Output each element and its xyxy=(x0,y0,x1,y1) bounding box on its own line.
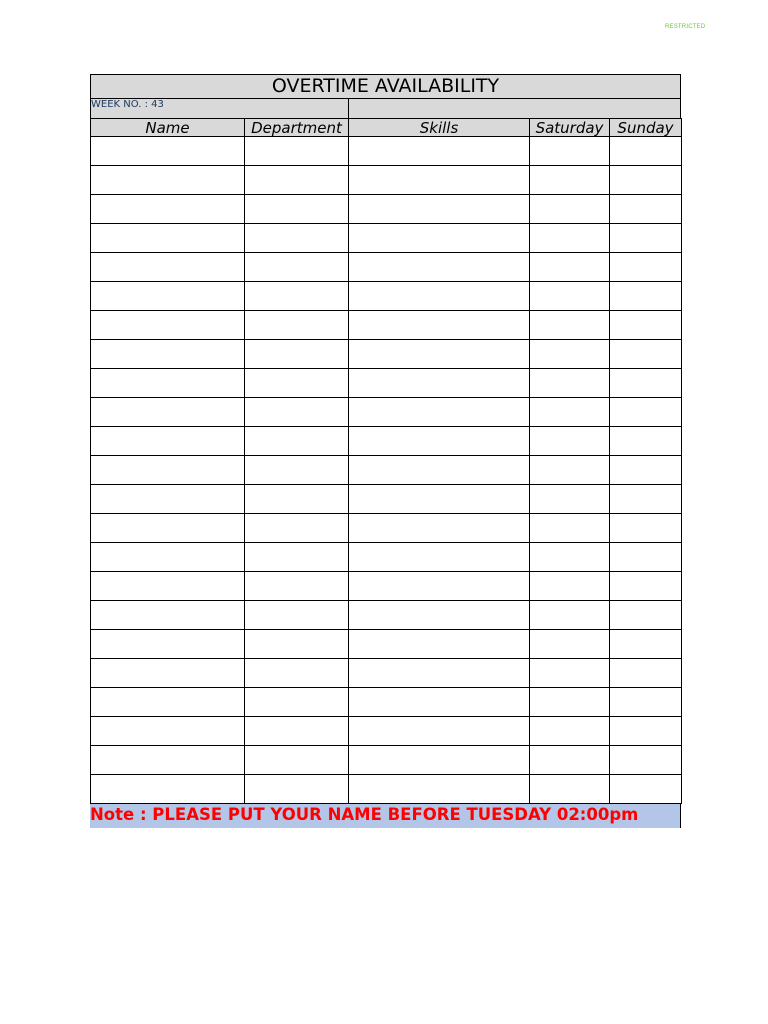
department-cell[interactable] xyxy=(245,572,349,601)
sunday-cell[interactable] xyxy=(610,688,682,717)
name-cell[interactable] xyxy=(91,137,245,166)
name-cell[interactable] xyxy=(91,746,245,775)
name-cell[interactable] xyxy=(91,717,245,746)
name-cell[interactable] xyxy=(91,630,245,659)
table-row xyxy=(91,717,682,746)
column-header-sunday: Sunday xyxy=(610,119,682,137)
skills-cell[interactable] xyxy=(349,746,530,775)
name-cell[interactable] xyxy=(91,253,245,282)
name-cell[interactable] xyxy=(91,340,245,369)
skills-cell[interactable] xyxy=(349,601,530,630)
department-cell[interactable] xyxy=(245,543,349,572)
deadline-note: Note : PLEASE PUT YOUR NAME BEFORE TUESDAY 02:00pm xyxy=(90,804,681,828)
table-row xyxy=(91,282,682,311)
department-cell[interactable] xyxy=(245,369,349,398)
sunday-cell[interactable] xyxy=(610,601,682,630)
table-body xyxy=(91,137,682,804)
department-cell[interactable] xyxy=(245,253,349,282)
department-cell[interactable] xyxy=(245,427,349,456)
name-cell[interactable] xyxy=(91,775,245,804)
skills-cell[interactable] xyxy=(349,485,530,514)
sunday-cell[interactable] xyxy=(610,659,682,688)
name-cell[interactable] xyxy=(91,282,245,311)
sunday-cell[interactable] xyxy=(610,253,682,282)
sunday-cell[interactable] xyxy=(610,630,682,659)
skills-cell[interactable] xyxy=(349,224,530,253)
table-row xyxy=(91,688,682,717)
saturday-cell[interactable] xyxy=(530,717,610,746)
department-cell[interactable] xyxy=(245,195,349,224)
table-row xyxy=(91,166,682,195)
skills-cell[interactable] xyxy=(349,427,530,456)
name-cell[interactable] xyxy=(91,224,245,253)
sunday-cell[interactable] xyxy=(610,340,682,369)
department-cell[interactable] xyxy=(245,688,349,717)
name-cell[interactable] xyxy=(91,311,245,340)
restricted-label: RESTRICTED xyxy=(665,24,706,30)
skills-cell[interactable] xyxy=(349,543,530,572)
saturday-cell[interactable] xyxy=(530,746,610,775)
sunday-cell[interactable] xyxy=(610,456,682,485)
department-cell[interactable] xyxy=(245,166,349,195)
availability-table xyxy=(90,118,682,804)
saturday-cell[interactable] xyxy=(530,224,610,253)
column-header-saturday: Saturday xyxy=(530,119,610,137)
department-cell[interactable] xyxy=(245,659,349,688)
skills-cell[interactable] xyxy=(349,514,530,543)
sunday-cell[interactable] xyxy=(610,282,682,311)
skills-cell[interactable] xyxy=(349,398,530,427)
department-cell[interactable] xyxy=(245,137,349,166)
name-cell[interactable] xyxy=(91,427,245,456)
skills-cell[interactable] xyxy=(349,166,530,195)
table-row xyxy=(91,775,682,804)
sunday-cell[interactable] xyxy=(610,543,682,572)
sunday-cell[interactable] xyxy=(610,746,682,775)
name-cell[interactable] xyxy=(91,485,245,514)
department-cell[interactable] xyxy=(245,224,349,253)
saturday-cell[interactable] xyxy=(530,485,610,514)
table-row xyxy=(91,746,682,775)
table-row xyxy=(91,224,682,253)
saturday-cell[interactable] xyxy=(530,427,610,456)
table-row xyxy=(91,543,682,572)
name-cell[interactable] xyxy=(91,572,245,601)
saturday-cell[interactable] xyxy=(530,311,610,340)
table-row xyxy=(91,601,682,630)
name-cell[interactable] xyxy=(91,543,245,572)
saturday-cell[interactable] xyxy=(530,572,610,601)
skills-cell[interactable] xyxy=(349,253,530,282)
sunday-cell[interactable] xyxy=(610,137,682,166)
saturday-cell[interactable] xyxy=(530,775,610,804)
department-cell[interactable] xyxy=(245,514,349,543)
skills-cell[interactable] xyxy=(349,282,530,311)
saturday-cell[interactable] xyxy=(530,369,610,398)
skills-cell[interactable] xyxy=(349,340,530,369)
column-header-skills: Skills xyxy=(349,119,530,137)
skills-cell[interactable] xyxy=(349,630,530,659)
table-row xyxy=(91,369,682,398)
name-cell[interactable] xyxy=(91,514,245,543)
table-row xyxy=(91,340,682,369)
name-cell[interactable] xyxy=(91,398,245,427)
table-row xyxy=(91,630,682,659)
name-cell[interactable] xyxy=(91,456,245,485)
saturday-cell[interactable] xyxy=(530,282,610,311)
department-cell[interactable] xyxy=(245,282,349,311)
week-number-label: WEEK NO. : 43 xyxy=(91,99,349,118)
name-cell[interactable] xyxy=(91,688,245,717)
skills-cell[interactable] xyxy=(349,195,530,224)
table-header-row xyxy=(91,119,682,137)
sunday-cell[interactable] xyxy=(610,195,682,224)
sunday-cell[interactable] xyxy=(610,775,682,804)
name-cell[interactable] xyxy=(91,601,245,630)
column-header-name: Name xyxy=(91,119,245,137)
sunday-cell[interactable] xyxy=(610,572,682,601)
saturday-cell[interactable] xyxy=(530,166,610,195)
saturday-cell[interactable] xyxy=(530,398,610,427)
sunday-cell[interactable] xyxy=(610,224,682,253)
table-row xyxy=(91,659,682,688)
sunday-cell[interactable] xyxy=(610,514,682,543)
saturday-cell[interactable] xyxy=(530,514,610,543)
department-cell[interactable] xyxy=(245,601,349,630)
skills-cell[interactable] xyxy=(349,688,530,717)
skills-cell[interactable] xyxy=(349,717,530,746)
table-row xyxy=(91,311,682,340)
department-cell[interactable] xyxy=(245,717,349,746)
table-row xyxy=(91,485,682,514)
department-cell[interactable] xyxy=(245,485,349,514)
department-cell[interactable] xyxy=(245,746,349,775)
week-row xyxy=(90,99,681,118)
sunday-cell[interactable] xyxy=(610,717,682,746)
department-cell[interactable] xyxy=(245,775,349,804)
saturday-cell[interactable] xyxy=(530,137,610,166)
saturday-cell[interactable] xyxy=(530,688,610,717)
sunday-cell[interactable] xyxy=(610,398,682,427)
skills-cell[interactable] xyxy=(349,311,530,340)
sunday-cell[interactable] xyxy=(610,427,682,456)
sunday-cell[interactable] xyxy=(610,166,682,195)
saturday-cell[interactable] xyxy=(530,543,610,572)
sheet-title: OVERTIME AVAILABILITY xyxy=(90,74,681,99)
saturday-cell[interactable] xyxy=(530,456,610,485)
skills-cell[interactable] xyxy=(349,659,530,688)
table-row xyxy=(91,253,682,282)
table-row xyxy=(91,195,682,224)
department-cell[interactable] xyxy=(245,398,349,427)
name-cell[interactable] xyxy=(91,166,245,195)
table-row xyxy=(91,137,682,166)
column-header-department: Department xyxy=(245,119,349,137)
skills-cell[interactable] xyxy=(349,137,530,166)
department-cell[interactable] xyxy=(245,456,349,485)
department-cell[interactable] xyxy=(245,340,349,369)
table-row xyxy=(91,514,682,543)
skills-cell[interactable] xyxy=(349,775,530,804)
saturday-cell[interactable] xyxy=(530,340,610,369)
sunday-cell[interactable] xyxy=(610,485,682,514)
week-row-blank xyxy=(349,99,680,118)
table-row xyxy=(91,398,682,427)
saturday-cell[interactable] xyxy=(530,601,610,630)
saturday-cell[interactable] xyxy=(530,195,610,224)
name-cell[interactable] xyxy=(91,659,245,688)
name-cell[interactable] xyxy=(91,369,245,398)
department-cell[interactable] xyxy=(245,630,349,659)
table-row xyxy=(91,572,682,601)
skills-cell[interactable] xyxy=(349,456,530,485)
sunday-cell[interactable] xyxy=(610,369,682,398)
skills-cell[interactable] xyxy=(349,369,530,398)
table-row xyxy=(91,427,682,456)
overtime-sheet xyxy=(90,74,681,828)
saturday-cell[interactable] xyxy=(530,659,610,688)
sunday-cell[interactable] xyxy=(610,311,682,340)
skills-cell[interactable] xyxy=(349,572,530,601)
saturday-cell[interactable] xyxy=(530,253,610,282)
department-cell[interactable] xyxy=(245,311,349,340)
table-row xyxy=(91,456,682,485)
saturday-cell[interactable] xyxy=(530,630,610,659)
name-cell[interactable] xyxy=(91,195,245,224)
